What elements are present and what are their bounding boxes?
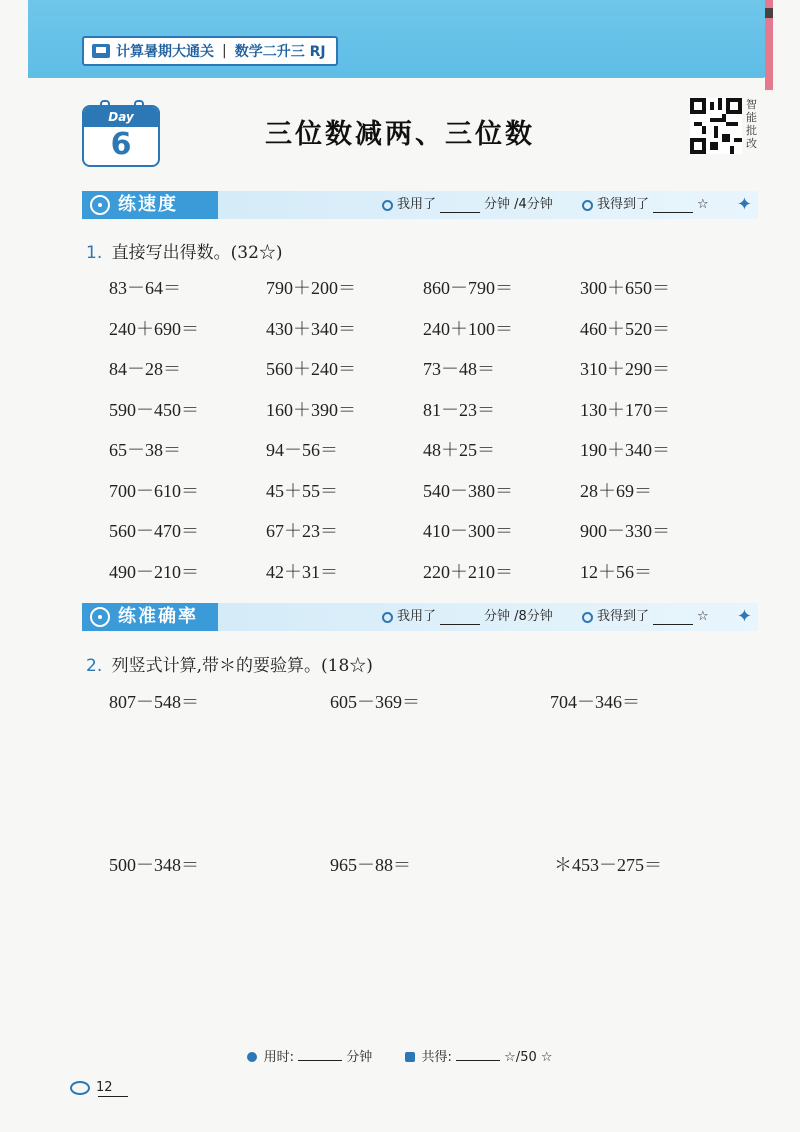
page-edge-mark (765, 8, 773, 18)
sun-icon (70, 1081, 90, 1095)
qr-code-icon[interactable] (690, 98, 742, 154)
question-2-text: 列竖式计算,带＊的要验算。(18☆) (111, 656, 373, 676)
calc-item[interactable]: 430＋340＝ (266, 318, 356, 339)
qr-caption: 智能批改 (746, 98, 757, 150)
question-1-number: 1. (86, 243, 103, 263)
calc-item[interactable]: 900－330＝ (580, 521, 670, 541)
section-accuracy-bar (82, 603, 758, 631)
calc-row (109, 317, 749, 358)
page-title: 三位数减两、三位数 (265, 119, 535, 150)
stars-earned-blank[interactable] (653, 610, 693, 625)
question-1 (86, 238, 283, 263)
calc-item[interactable]: 65－38＝ (109, 440, 181, 460)
stars-earned-suffix: ☆ (697, 197, 709, 212)
vertical-item[interactable]: 965－88＝ (330, 855, 411, 875)
calc-item[interactable]: 560－470＝ (109, 521, 199, 541)
header-separator: | (222, 43, 227, 59)
calc-item[interactable]: 28＋69＝ (580, 480, 652, 501)
page-number-block (70, 1080, 113, 1095)
calc-item[interactable]: 300＋650＝ (580, 278, 670, 298)
vertical-item[interactable]: 807－548＝ (109, 692, 199, 712)
footer-total-blank[interactable] (456, 1046, 500, 1061)
stars-earned (582, 603, 709, 631)
calc-item[interactable]: 130＋170＝ (580, 399, 670, 420)
calc-item[interactable]: 460＋520＝ (580, 318, 670, 339)
calc-item[interactable]: 48＋25＝ (423, 440, 495, 460)
calc-item[interactable]: 490－210＝ (109, 561, 199, 582)
time-used (382, 191, 553, 219)
stars-earned-suffix: ☆ (697, 609, 709, 624)
time-used (382, 603, 553, 631)
footer-summary (0, 1046, 800, 1065)
calc-item[interactable]: 94－56＝ (266, 440, 338, 460)
footer-time-unit: 分钟 (346, 1050, 373, 1065)
target-icon (90, 607, 110, 627)
calc-item[interactable]: 240＋100＝ (423, 318, 513, 339)
stars-earned-prefix: 我得到了 (597, 609, 650, 624)
time-used-blank[interactable] (440, 610, 480, 625)
section-speed-title: 练速度 (118, 194, 178, 215)
calc-row (109, 438, 749, 479)
calc-item[interactable]: 67＋23＝ (266, 521, 338, 541)
day-number: 6 (110, 127, 132, 162)
calc-item[interactable]: 310＋290＝ (580, 359, 670, 379)
star-decoration-icon: ✦ (736, 194, 752, 215)
time-used-blank[interactable] (440, 198, 480, 213)
oral-calc-grid (109, 276, 749, 600)
time-used-prefix: 我用了 (397, 197, 437, 212)
calc-item[interactable]: 190＋340＝ (580, 440, 670, 460)
calc-item[interactable]: 560＋240＝ (266, 359, 356, 379)
check-icon (582, 200, 593, 211)
book-header (82, 36, 338, 66)
calc-item[interactable]: 590－450＝ (109, 399, 199, 420)
page-number-underline (98, 1096, 128, 1097)
question-2-number: 2. (86, 656, 103, 676)
calc-item[interactable]: 220＋210＝ (423, 561, 513, 582)
calc-row (109, 560, 749, 601)
stars-earned (582, 191, 709, 219)
calc-item[interactable]: 240＋690＝ (109, 318, 199, 339)
section-speed-label (82, 191, 218, 219)
calc-item[interactable]: 160＋390＝ (266, 399, 356, 420)
vertical-item[interactable]: 605－369＝ (330, 692, 420, 712)
footer-time-blank[interactable] (298, 1046, 342, 1061)
calc-item[interactable]: 84－28＝ (109, 359, 181, 379)
section-accuracy-title: 练准确率 (118, 606, 198, 627)
vertical-item[interactable]: ＊453－275＝ (554, 855, 662, 875)
footer-total-label: 共得: (421, 1050, 452, 1065)
calc-item[interactable]: 45＋55＝ (266, 480, 338, 501)
calc-row (109, 357, 749, 398)
star-decoration-icon: ✦ (736, 606, 752, 627)
section-accuracy-label (82, 603, 218, 631)
calc-row (109, 519, 749, 560)
stars-earned-blank[interactable] (653, 198, 693, 213)
question-2 (86, 651, 373, 676)
calc-item[interactable]: 410－300＝ (423, 521, 513, 541)
calc-row (109, 276, 749, 317)
vertical-item[interactable]: 704－346＝ (550, 692, 640, 712)
stars-earned-prefix: 我得到了 (597, 197, 650, 212)
clock-icon (247, 1052, 257, 1062)
calc-item[interactable]: 860－790＝ (423, 278, 513, 298)
time-used-suffix: 分钟 /4分钟 (484, 197, 553, 212)
calc-item[interactable]: 700－610＝ (109, 480, 199, 501)
calc-row (109, 398, 749, 439)
check-icon (582, 612, 593, 623)
time-used-suffix: 分钟 /8分钟 (484, 609, 553, 624)
series-title: 计算暑期大通关 (116, 44, 214, 60)
calc-item[interactable]: 540－380＝ (423, 480, 513, 501)
grade-label: 数学二升三 RJ (234, 44, 326, 60)
star-icon (405, 1052, 415, 1062)
calc-item[interactable]: 81－23＝ (423, 399, 495, 420)
section-speed-bar (82, 191, 758, 219)
page-number: 12 (96, 1080, 113, 1095)
footer-time-label: 用时: (263, 1050, 294, 1065)
calc-item[interactable]: 42＋31＝ (266, 561, 338, 582)
clock-icon (382, 612, 393, 623)
book-icon (92, 44, 110, 58)
day-label: Day (84, 107, 158, 127)
calc-item[interactable]: 12＋56＝ (580, 561, 652, 582)
calc-item[interactable]: 790＋200＝ (266, 278, 356, 298)
question-1-text: 直接写出得数。(32☆) (111, 243, 283, 263)
clock-icon (382, 200, 393, 211)
stopwatch-icon (90, 195, 110, 215)
calc-item[interactable]: 83－64＝ (109, 278, 181, 298)
time-used-prefix: 我用了 (397, 609, 437, 624)
calc-item[interactable]: 73－48＝ (423, 359, 495, 379)
vertical-item[interactable]: 500－348＝ (109, 855, 199, 875)
footer-total-suffix: ☆/50 ☆ (504, 1050, 553, 1065)
calc-row (109, 479, 749, 520)
